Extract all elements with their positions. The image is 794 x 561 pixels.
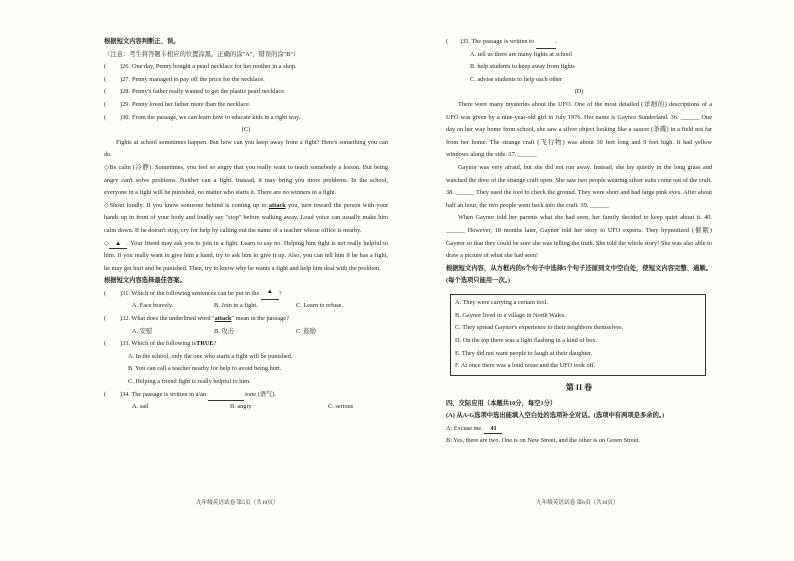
right-column — [446, 36, 712, 448]
page-footer-left: 九年级英语试卷 第5页（共10页） — [196, 500, 279, 506]
part-2-title: 第 II 卷 — [565, 383, 593, 393]
question-32: ( )32. What does the underlined word " attack " mean in the passage? — [104, 313, 388, 326]
answer-paren[interactable]: ( — [104, 289, 107, 297]
answer-paren[interactable]: ( — [104, 113, 107, 121]
passage-c-p3: ◇ ▲ . Your friend may ask you to join in a fight. Learn to say no. Helping him fight is not really helpful to him. If you really want to give him a hand, try to ask him to give it up. Also, you can tell him if he has a fight, he may get hurt and be punished. Then, try to know why he wants a fight and help him deal with the problem. — [104, 239, 388, 272]
option-c[interactable]: C. serious — [328, 403, 354, 411]
passage-d-p1: There were many mysteries about the UFO. One of the most detailed (详细的) descriptions of a UFO was given by a nine-year-old girl in July 1976. Her name is Gaynor Sunderland. 36. ______ One day on her way home from school, she saw a silver object looking like a saucer (茶碟) in a field not far from her home. The strange craft (飞行物) was about 30 feet long and 9 feet high. It had yellow windows along the side. 37. ______ — [446, 100, 712, 159]
dialog-line-b: B: Yes, there are two. One is on New Street, and the other is on Green Street. — [446, 437, 640, 445]
option-c[interactable]: C. 鼓励 — [296, 327, 316, 335]
page-footer-right: 九年级英语试卷 第6页（共10页） — [536, 500, 619, 506]
option-c[interactable]: C. Helping a friend fight is really helpful to him. — [128, 378, 251, 386]
passage-c-p2: ◇Shout loudly. If you know someone behind is coming up to attack you, turn toward the person with your hands up in front of your body and loudly say "stop" before walking away. Loud voice can usually make him calm down. If he doesn't stop, cry for help by calling out the name of a teacher whose office is nearby. — [104, 201, 388, 234]
answer-paren[interactable]: ( — [104, 100, 107, 108]
blank-marker: ▲ — [109, 240, 127, 249]
passage-d-p3: When Gaynor told her parents what she had seen, her family decided to keep quiet about it. 40. ______ However, 18 months later, Gaynor told her story to UFO experts. They hypnotized (催眠) Gaynor so that they could be sure she was telling the truth. She told the whole story! She was also able to draw a picture of what she had seen! — [446, 214, 712, 260]
question-26: ( )26. One day, Penny bought a pearl necklace for her mother in a shop. — [104, 61, 388, 74]
answer-paren[interactable]: ( — [104, 390, 107, 398]
option-b[interactable]: B. help students to keep away from fights — [470, 63, 575, 71]
option-a[interactable]: A. tell us there are many fights at school — [470, 50, 572, 58]
instruction-choose: 根据短文内容，从方框内的6个句子中选择5个句子还原到文中空白处，使短文内容完整、通顺。(每个选项只能用一次。) — [446, 264, 712, 285]
box-option-f: F. At once there was a loud noise and the UFO took off. — [455, 362, 596, 370]
answer-paren[interactable]: ( — [104, 340, 107, 348]
answer-blank-41[interactable]: 41 — [484, 425, 502, 434]
question-30: ( )30. From the passage, we can learn how to educate kids in a right way. — [104, 112, 388, 125]
question-text: Penny managed to pay off the price for the necklace. — [131, 75, 265, 83]
blank-marker — [208, 389, 244, 402]
instruction-tf-note: （注意：考生将答题卡相应的位置涂黑。正确的涂"A"，错误的涂"B"） — [104, 50, 300, 58]
question-text: Penny loved her father more than the necklace. — [131, 100, 251, 108]
underlined-word: attack — [214, 315, 232, 323]
underlined-word: attack — [268, 201, 286, 209]
question-text: Penny's father really wanted to get the plastic pearl necklace. — [131, 88, 286, 96]
option-a[interactable]: A. In the school, only the one who starts a fight will be punished. — [128, 352, 293, 360]
question-text: From the passage, we can learn how to educate kids in a right way. — [131, 113, 301, 121]
question-35: ( )35. The passage is written to . — [446, 36, 712, 49]
question-34-options — [104, 401, 388, 414]
answer-paren[interactable]: ( — [104, 63, 107, 71]
question-34: ( )34. The passage is written in a/an tone (语气). — [104, 389, 388, 402]
box-option-c: C. They spread Gaynor's experience to their neighbors themselves. — [455, 324, 624, 332]
question-31-options — [104, 300, 388, 313]
question-27: ( )27. Penny managed to pay off the price for the necklace. — [104, 74, 388, 87]
passage-c-p1: ◇Be calm (冷静). Sometimes, you feel so angry that you really want to teach somebody a lesson. But being angry can't solve problems. Neither can a fight. Instead, it may bring you more problems. In the school, everyone in a fight will be punished, no matter who starts it. There are no winners in a fight. — [104, 163, 388, 197]
passage-d-p2: Gaynor was very afraid, but she did not run away. Instead, she lay quietly in the long grass and watched the door of the strange craft open. She saw two people wearing silver suits come out of the craft. 38. ______ They used the tool to check the ground. They were short and had large pink eyes. After about half an hour, the two people went back into the craft. 39. ______ — [446, 163, 712, 209]
question-33: ( )33. Which of the following is TRUE ? — [104, 338, 388, 351]
question-text: One day, Penny bought a pearl necklace for her mother in a shop. — [131, 63, 297, 71]
box-option-a: A. They were carrying a certain tool. — [455, 298, 548, 306]
option-c[interactable]: C. advise students to help each other — [470, 75, 563, 83]
option-a[interactable]: A. sad — [132, 403, 149, 411]
part-4-heading: 四、交际应用（本题共10分，每空1分） — [446, 399, 557, 407]
part-4-sub-heading: (A) 从A-G选项中选出能填入空白处的选项补全对话。(选项中有两项是多余的。) — [446, 412, 665, 420]
instruction-tf: 根据短文内容判断正、误。 — [104, 38, 180, 45]
dialog-line-a: A: Excuse me. 41 — [446, 423, 712, 436]
answer-paren[interactable]: ( — [104, 315, 107, 323]
answer-paren[interactable]: ( — [104, 88, 107, 96]
question-28: ( )28. Penny's father really wanted to get the plastic pearl necklace. — [104, 86, 388, 99]
option-a[interactable]: A. Face bravely. — [132, 302, 174, 310]
blank-marker — [536, 36, 556, 49]
answer-paren[interactable]: ( — [446, 38, 449, 45]
option-b[interactable]: B. You can call a teacher nearby for help to avoid being hurt. — [128, 365, 282, 373]
option-b[interactable]: B. Join in a fight. — [214, 302, 258, 310]
option-b[interactable]: B. angry — [230, 403, 252, 411]
box-option-d: D. On the top there was a light flashing in a kind of box. — [455, 336, 598, 344]
question-29: ( )29. Penny loved her father more than the necklace. — [104, 99, 388, 112]
options-box — [450, 294, 706, 376]
instruction-mc: 根据短文内容选择最佳答案。 — [104, 277, 186, 285]
section-c-heading: (C) — [241, 126, 251, 134]
question-32-options — [104, 326, 388, 339]
question-31: ( )31. Which of the following sentences can be put in the ▲ ? — [104, 288, 388, 301]
passage-c-intro: Fights at school sometimes happen. But how can you keep away from a fight? Here's something you can do. — [104, 138, 388, 159]
option-b[interactable]: B. 攻击 — [214, 327, 234, 335]
option-c[interactable]: C. Learn to refuse. — [296, 302, 344, 310]
box-option-b: B. Gaynor lived in a village in North Wales. — [455, 311, 566, 319]
section-d-heading: (D) — [574, 88, 584, 96]
option-a[interactable]: A. 安慰 — [132, 327, 153, 335]
blank-marker: ▲ — [261, 288, 279, 301]
answer-paren[interactable]: ( — [104, 75, 107, 83]
left-column — [104, 36, 388, 414]
box-option-e: E. They did not want people to laugh at their daughter. — [455, 349, 593, 357]
